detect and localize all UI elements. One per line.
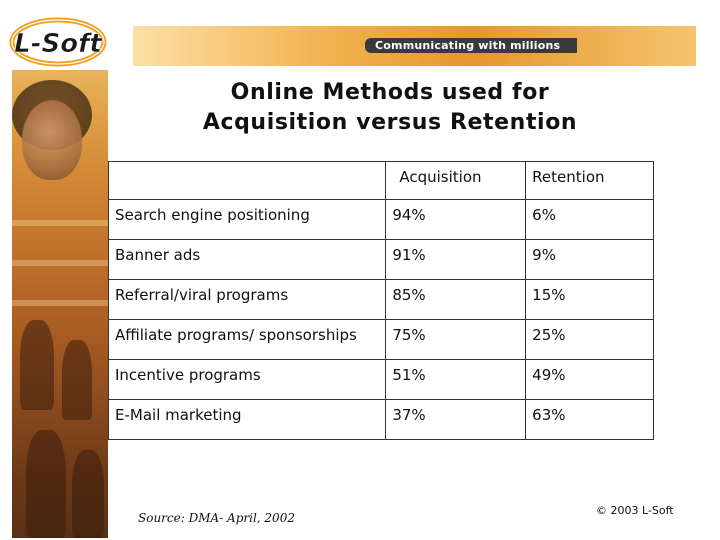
header-cell-method — [109, 162, 386, 200]
method-cell: Incentive programs — [109, 360, 386, 400]
acquisition-cell: 37% — [386, 400, 526, 440]
svg-text:L-Soft: L-Soft — [14, 29, 102, 59]
table-row — [109, 280, 654, 320]
header-cell-acquisition: Acquisition — [386, 162, 526, 200]
header-cell-retention: Retention — [526, 162, 654, 200]
source-note: Source: DMA- April, 2002 — [138, 511, 295, 525]
method-cell: Search engine positioning — [109, 200, 386, 240]
table-row — [109, 240, 654, 280]
retention-cell: 6% — [526, 200, 654, 240]
logo-mark — [8, 14, 108, 70]
table-header-row — [109, 162, 654, 200]
table-row — [109, 320, 654, 360]
table-row — [109, 200, 654, 240]
title-line-2: Acquisition versus Retention — [202, 110, 578, 135]
method-cell: Affiliate programs/ sponsorships — [109, 320, 386, 360]
table-row — [109, 360, 654, 400]
tagline-badge — [365, 38, 577, 53]
l-soft-logo — [8, 14, 108, 70]
acquisition-cell: 51% — [386, 360, 526, 400]
retention-cell: 9% — [526, 240, 654, 280]
method-cell: E-Mail marketing — [109, 400, 386, 440]
method-cell: Referral/viral programs — [109, 280, 386, 320]
retention-cell: 15% — [526, 280, 654, 320]
methods-table — [108, 161, 654, 440]
acquisition-cell: 85% — [386, 280, 526, 320]
decorative-photo — [12, 70, 108, 538]
acquisition-cell: 94% — [386, 200, 526, 240]
tagline-text: Communicating with millions — [375, 39, 561, 52]
acquisition-cell: 75% — [386, 320, 526, 360]
copyright-note: © 2003 L-Soft — [596, 504, 674, 517]
method-cell: Banner ads — [109, 240, 386, 280]
title-line-1: Online Methods used for — [230, 80, 550, 105]
retention-cell: 63% — [526, 400, 654, 440]
retention-cell: 25% — [526, 320, 654, 360]
retention-cell: 49% — [526, 360, 654, 400]
page-title — [130, 78, 650, 138]
table-row — [109, 400, 654, 440]
acquisition-cell: 91% — [386, 240, 526, 280]
